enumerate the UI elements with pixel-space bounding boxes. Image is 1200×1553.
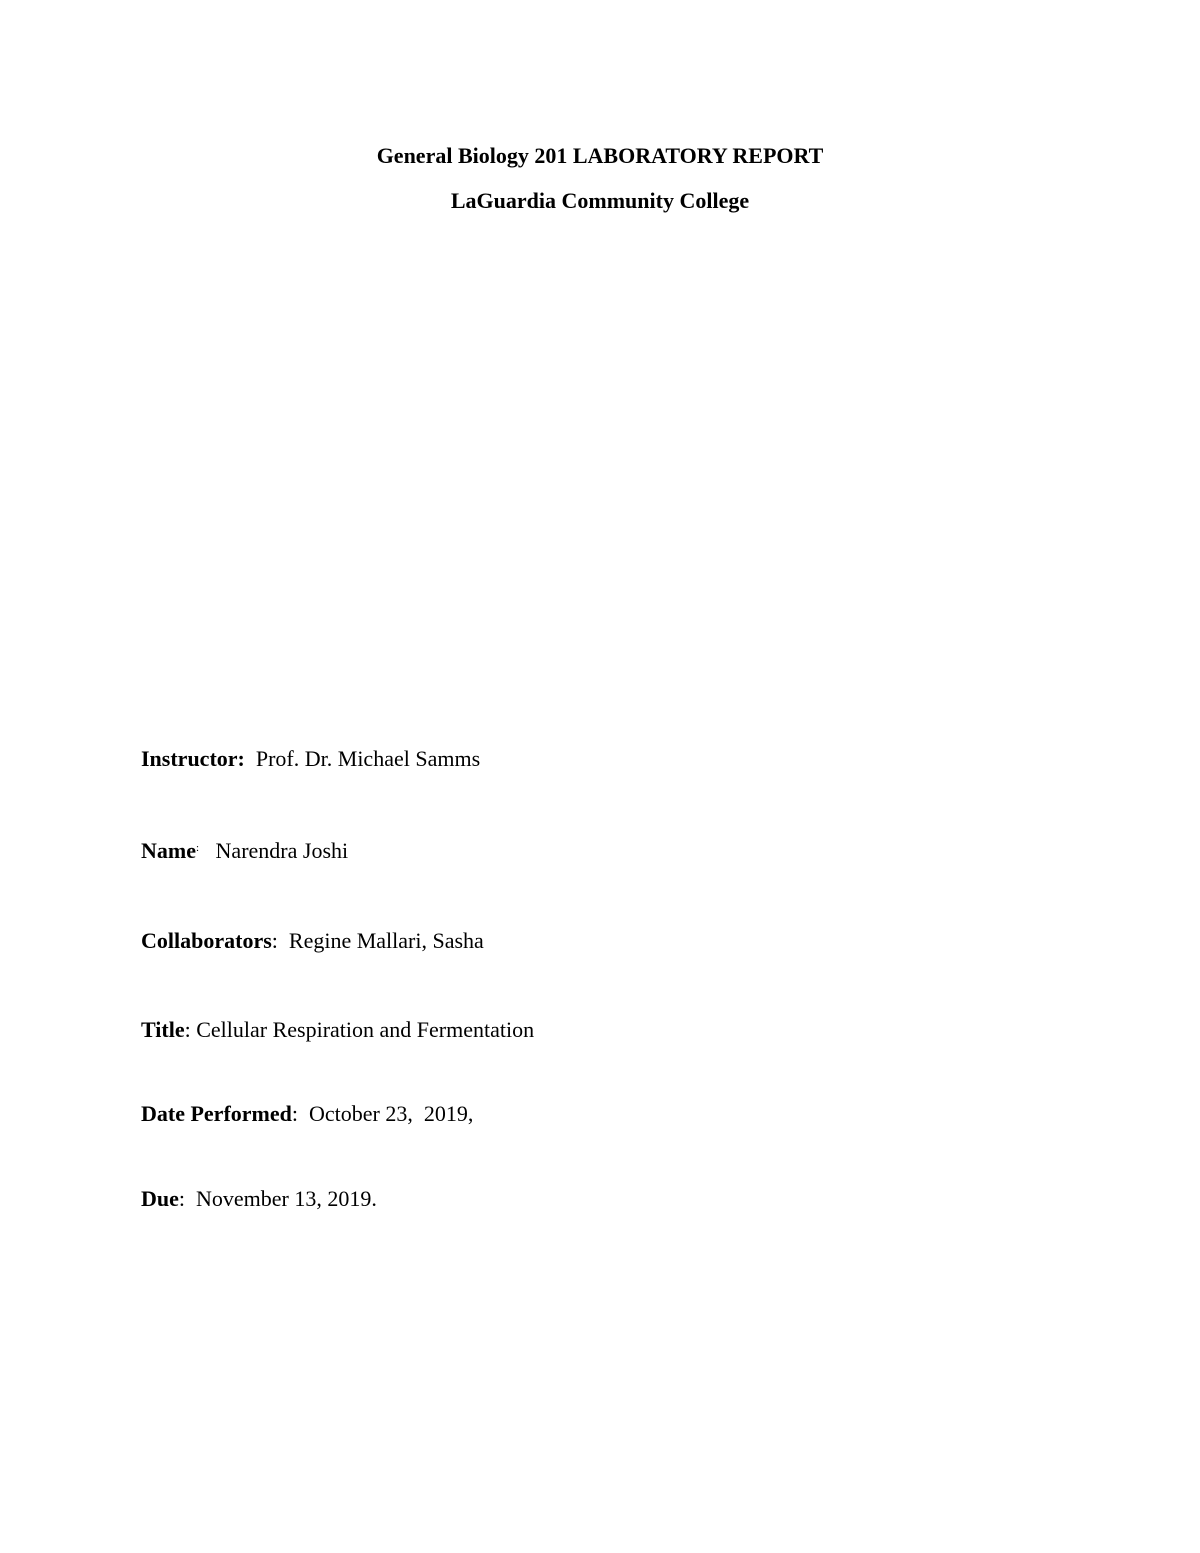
date-performed-label: Date Performed: [141, 1101, 292, 1126]
title-label: Title: [141, 1017, 185, 1042]
due-separator: :: [178, 1186, 186, 1211]
title-separator: :: [184, 1017, 191, 1042]
collaborators-label: Collaborators: [141, 928, 272, 953]
due-label: Due: [141, 1186, 179, 1211]
instructor-value: Prof. Dr. Michael Samms: [255, 746, 481, 771]
date-performed-value: October 23, 2019,: [309, 1101, 474, 1126]
report-title: General Biology 201 LABORATORY REPORT: [376, 143, 824, 168]
date-performed-separator: :: [291, 1101, 298, 1126]
title-value: Cellular Respiration and Fermentation: [196, 1017, 535, 1042]
instructor-label: Instructor:: [141, 746, 245, 771]
due-field: [141, 1188, 377, 1210]
name-value: Narendra Joshi: [215, 838, 349, 863]
collaborators-value: Regine Mallari, Sasha: [288, 928, 484, 953]
collaborators-separator: :: [271, 928, 278, 953]
institution-name: LaGuardia Community College: [450, 188, 750, 213]
title-field: [141, 1019, 534, 1041]
date-performed-field: [141, 1103, 473, 1125]
instructor-field: [141, 748, 480, 770]
collaborators-field: [141, 930, 484, 952]
due-value: November 13, 2019.: [196, 1186, 377, 1211]
name-label: Name: [141, 838, 196, 863]
name-separator: :: [195, 842, 200, 854]
name-field: [141, 840, 348, 862]
